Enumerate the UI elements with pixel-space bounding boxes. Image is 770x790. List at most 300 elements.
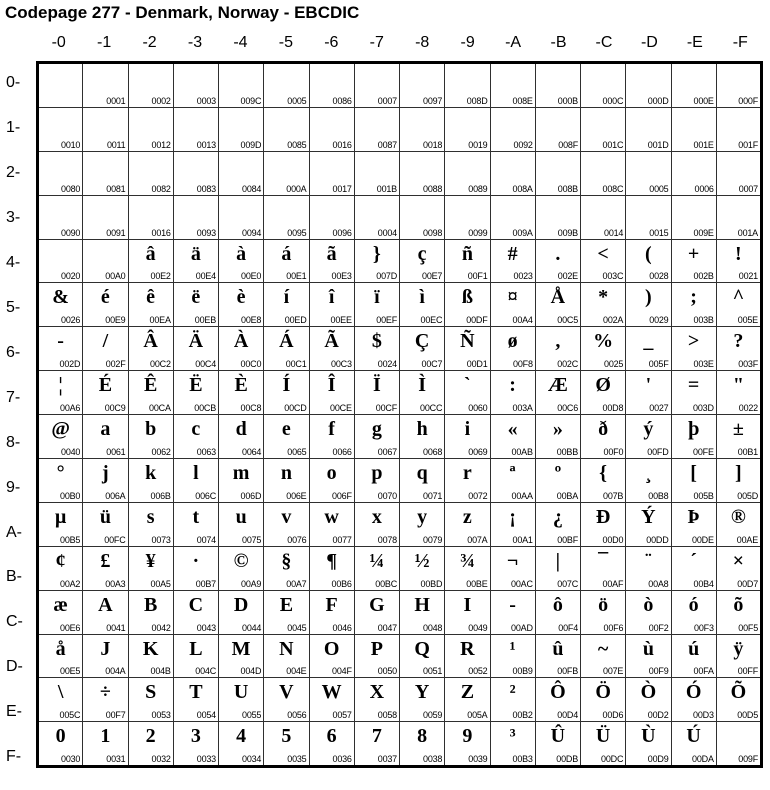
row-header-5: 5- [6,298,21,316]
cell-1D [626,107,671,151]
cell-code: 0057 [332,710,352,721]
cell-char: ä [190,242,201,265]
row-header-7: 7- [6,388,21,406]
cell-BE [671,546,716,590]
cell-D9 [445,634,490,678]
table-row [38,502,762,546]
cell-95 [264,459,309,503]
cell-code: 0070 [377,490,397,501]
cell-code: 00E2 [150,271,171,282]
cell-char: 5 [281,725,292,748]
cell-code: 007D [376,271,397,282]
cell-char: G [369,593,385,616]
cell-code: 002F [105,359,126,370]
cell-code: 0011 [106,139,126,150]
col-header-1: -1 [97,34,112,51]
cell-20 [38,151,83,195]
cell-char: E [279,593,294,616]
cell-code: 000D [647,95,669,106]
cell-char: ï [374,286,380,309]
cell-char: ) [645,286,652,309]
cell-code: 00CD [284,403,307,414]
cell-18 [400,107,445,151]
cell-1C [581,107,626,151]
cell-97 [354,459,399,503]
cell-9A [490,459,535,503]
cell-char: 6 [326,725,337,748]
cell-code: 006E [286,490,307,501]
cell-code: 00B4 [693,578,714,589]
cell-code: 0092 [513,139,533,150]
cell-code: 007B [603,490,624,501]
cell-47 [354,239,399,283]
cell-code: 0061 [106,447,126,458]
cell-code: 00C4 [195,359,216,370]
cell-code: 00E9 [105,315,126,326]
cell-25 [264,151,309,195]
cell-code: 008A [512,183,533,194]
cell-code: 0037 [377,754,397,765]
cell-char: È [234,374,248,397]
cell-char: s [146,505,155,528]
cell-B6 [309,546,354,590]
cell-char: o [326,462,337,485]
cell-code: 0014 [604,227,624,238]
cell-37 [354,195,399,239]
cell-AC [581,502,626,546]
cell-04 [219,63,264,108]
cell-code: 005E [737,315,758,326]
cell-char: Ø [595,374,611,397]
cell-char: ´ [690,549,697,572]
cell-code: 004A [105,666,126,677]
cell-5F [716,283,761,327]
cell-code: 00C0 [240,359,262,370]
cell-char: § [281,549,292,572]
cell-0C [581,63,626,108]
cell-code: 00C1 [285,359,307,370]
cell-E3 [173,678,218,722]
cell-code: 002B [693,271,714,282]
cell-code: 00CB [194,403,216,414]
cell-code: 0084 [242,183,262,194]
cell-char: · [192,549,200,572]
cell-char: g [371,418,382,441]
cell-code: 0049 [468,622,488,633]
cell-DA [490,634,535,678]
cell-code: 00B0 [60,490,81,501]
cell-50 [38,283,83,327]
cell-AB [535,502,580,546]
cell-C2 [128,590,173,634]
cell-code: 005A [467,710,488,721]
cell-code: 001A [737,227,758,238]
cell-char: ñ [461,242,473,265]
cell-70 [38,371,83,415]
cell-char: Ý [641,505,656,528]
cell-9E [671,459,716,503]
cell-char: ! [735,242,742,265]
cell-88 [400,415,445,459]
cell-F2 [128,722,173,767]
cell-DF [716,634,761,678]
cell-DE [671,634,716,678]
cell-code: 009B [557,227,578,238]
cell-22 [128,151,173,195]
cell-09 [445,63,490,108]
cell-char: T [189,681,203,704]
cell-84 [219,415,264,459]
cell-92 [128,459,173,503]
cell-code: 0086 [332,95,352,106]
cell-char: µ [54,505,67,528]
cell-char: É [98,374,113,397]
cell-C1 [83,590,128,634]
col-header-E: -E [686,34,703,51]
cell-code: 000E [693,95,714,106]
cell-char: ¾ [459,549,475,572]
cell-char: k [145,462,157,485]
col-header-6: -6 [324,34,339,51]
cell-B8 [400,546,445,590]
cell-char: a [100,418,111,441]
cell-char: « [507,418,518,441]
cell-code: 0030 [61,754,81,765]
row-headers [0,61,34,780]
cell-char: { [599,462,608,485]
cell-58 [400,283,445,327]
cell-B0 [38,546,83,590]
cell-B9 [445,546,490,590]
cell-2B [535,151,580,195]
cell-39 [445,195,490,239]
cell-char: à [236,242,247,265]
cell-char: 2 [145,725,156,748]
cell-code: 0073 [151,534,171,545]
cell-code: 006F [332,490,352,501]
cell-char: ¹ [509,637,516,660]
cell-E9 [445,678,490,722]
cell-code: 00F7 [105,710,126,721]
cell-code: 004C [195,666,216,677]
cell-code: 0018 [423,139,443,150]
cell-char: Ô [550,681,566,704]
cell-71 [83,371,128,415]
cell-28 [400,151,445,195]
cell-char: í [283,286,290,309]
cell-10 [38,107,83,151]
cell-code: 0046 [332,622,352,633]
cell-code: 009D [240,139,262,150]
cell-code: 00A2 [60,578,81,589]
table-row [38,195,762,239]
cell-code: 00AE [736,534,758,545]
cell-char: Õ [730,681,747,704]
cell-93 [173,459,218,503]
cell-BC [581,546,626,590]
col-header-3: -3 [187,34,203,51]
cell-code: 002C [557,359,578,370]
cell-40 [38,239,83,283]
cell-code: 00E6 [60,622,81,633]
cell-60 [38,327,83,371]
cell-8D [626,415,671,459]
cell-code: 0016 [332,139,352,150]
cell-char: - [57,330,64,353]
cell-code: 008F [558,139,578,150]
cell-code: 0096 [332,227,352,238]
cell-code: 0076 [287,534,307,545]
cell-code: 00B7 [195,578,216,589]
cell-82 [128,415,173,459]
cell-code: 009C [240,95,262,106]
cell-51 [83,283,128,327]
cell-06 [309,63,354,108]
col-header-8: -8 [415,34,430,51]
cell-char: õ [733,593,744,616]
cell-79 [445,371,490,415]
cell-2E [671,151,716,195]
cell-code: 00BB [556,447,578,458]
cell-code: 004F [332,666,352,677]
cell-code: 00A3 [105,578,126,589]
cell-code: 0099 [468,227,488,238]
cell-char: x [371,505,382,528]
cell-char: ø [507,330,518,353]
cell-code: 004D [240,666,262,677]
col-header-0: -0 [51,34,66,51]
cell-1E [671,107,716,151]
cell-08 [400,63,445,108]
cell-char: " [732,374,744,397]
cell-char: æ [53,593,68,616]
table-row [38,590,762,634]
cell-F5 [264,722,309,767]
cell-94 [219,459,264,503]
cell-code: 0004 [377,227,397,238]
cell-code: 0075 [242,534,262,545]
cell-code: 00F3 [694,622,714,633]
cell-code: 0029 [649,315,669,326]
cell-char: × [732,549,745,572]
cell-char: 8 [417,725,428,748]
cell-34 [219,195,264,239]
cell-char: Ò [640,681,657,704]
cell-4C [581,239,626,283]
cell-code: 00B3 [512,754,533,765]
cell-CE [671,590,716,634]
cell-char: ý [643,418,654,441]
row-header-C: C- [6,613,23,631]
cell-code: 0025 [604,359,624,370]
cell-01 [83,63,128,108]
cell-9D [626,459,671,503]
cell-code: 00CC [420,403,443,414]
cell-char: ® [730,505,746,528]
cell-code: 00C5 [557,315,578,326]
cell-code: 008C [602,183,624,194]
cell-char: } [372,242,381,265]
cell-char: ± [732,418,744,441]
cell-F4 [219,722,264,767]
cell-24 [219,151,264,195]
cell-code: 0005 [287,95,307,106]
cell-char: * [598,286,609,309]
cell-code: 00E4 [195,271,216,282]
cell-76 [309,371,354,415]
cell-36 [309,195,354,239]
cell-code: 00D5 [737,710,758,721]
cell-87 [354,415,399,459]
cell-8F [716,415,761,459]
cell-char: ÿ [733,637,744,660]
page-title: Codepage 277 - Denmark, Norway - EBCDIC [5,3,360,22]
cell-code: 0050 [377,666,397,677]
cell-AF [716,502,761,546]
cell-char: Y [414,681,430,704]
cell-char: ¶ [326,549,338,572]
cell-char: $ [371,330,382,353]
cell-char: N [279,637,294,660]
row-header-D: D- [6,658,23,676]
cell-43 [173,239,218,283]
cell-char: î [328,286,335,309]
cell-BD [626,546,671,590]
cell-E4 [219,678,264,722]
cell-9C [581,459,626,503]
cell-code: 0024 [377,359,397,370]
cell-code: 0034 [242,754,262,765]
cell-char: þ [688,418,700,441]
cell-FE [671,722,716,767]
table-row [38,283,762,327]
cell-code: 0088 [423,183,443,194]
cell-code: 003B [693,315,714,326]
cell-code: 005C [59,710,81,721]
cell-code: 0012 [151,139,171,150]
cell-AA [490,502,535,546]
row-header-3: 3- [6,209,21,227]
cell-CB [535,590,580,634]
cell-char: ` [464,374,471,397]
cell-code: 00B9 [512,666,533,677]
cell-char: ; [690,286,697,309]
cell-7F [716,371,761,415]
cell-char: ª [509,462,516,485]
cell-9F [716,459,761,503]
col-header-A: -A [505,34,522,51]
cell-code: 0072 [468,490,488,501]
cell-char: ½ [414,549,430,572]
cell-code: 009E [693,227,714,238]
cell-9B [535,459,580,503]
cell-EA [490,678,535,722]
cell-AD [626,502,671,546]
cell-B7 [354,546,399,590]
cell-52 [128,283,173,327]
cell-C0 [38,590,83,634]
cell-char: Ã [324,330,339,353]
cell-code: 00C9 [104,403,126,414]
cell-code: 0071 [423,490,443,501]
cell-code: 00FD [647,447,669,458]
cell-C7 [354,590,399,634]
cell-17 [354,107,399,151]
cell-code: 0091 [106,227,126,238]
cell-code: 00D8 [602,403,624,414]
cell-char: b [145,418,157,441]
cell-char: 4 [236,725,247,748]
cell-code: 00A4 [512,315,533,326]
cell-63 [173,327,218,371]
cell-code: 00B5 [60,534,81,545]
cell-code: 0056 [287,710,307,721]
cell-62 [128,327,173,371]
cell-91 [83,459,128,503]
cell-code: 002E [557,271,578,282]
cell-code: 00E3 [331,271,352,282]
cell-char: & [52,286,69,309]
cell-char: S [145,681,157,704]
cell-char: A [98,593,113,616]
cell-code: 0081 [106,183,126,194]
cell-4D [626,239,671,283]
cell-D4 [219,634,264,678]
cell-code: 0001 [106,95,126,106]
cell-31 [83,195,128,239]
cell-char: » [552,418,563,441]
cell-4B [535,239,580,283]
cell-code: 0043 [196,622,216,633]
cell-char: 9 [462,725,473,748]
cell-code: 0022 [738,403,758,414]
cell-char: Ñ [460,330,475,353]
cell-code: 0087 [377,139,397,150]
cell-char: 0 [55,725,66,748]
cell-char: Â [143,330,158,353]
row-header-2: 2- [6,164,21,182]
cell-1B [535,107,580,151]
cell-char: Ç [414,330,430,353]
cell-code: 0019 [468,139,488,150]
cell-code: 0015 [649,227,669,238]
cell-char: Æ [547,374,568,397]
cell-6C [581,327,626,371]
cell-char: â [145,242,156,265]
cell-char: L [189,637,203,660]
cell-27 [354,151,399,195]
cell-13 [173,107,218,151]
cell-B3 [173,546,218,590]
cell-69 [445,327,490,371]
cell-code: 0013 [196,139,216,150]
cell-code: 00B1 [737,447,758,458]
cell-89 [445,415,490,459]
cell-char: K [142,637,159,660]
cell-code: 0060 [468,403,488,414]
cell-code: 00F4 [558,622,578,633]
cell-code: 00A5 [150,578,171,589]
cell-CD [626,590,671,634]
cell-code: 0054 [196,710,216,721]
cell-6A [490,327,535,371]
table-row [38,634,762,678]
cell-02 [128,63,173,108]
cell-code: 003C [602,271,624,282]
cell-code: 0080 [61,183,81,194]
cell-code: 00DC [601,754,624,765]
cell-code: 000A [286,183,307,194]
